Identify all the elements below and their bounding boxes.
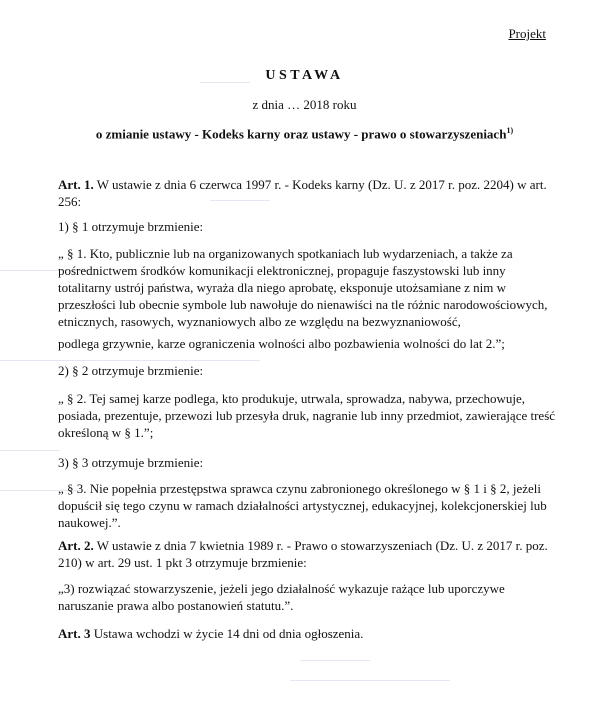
article-1-point-1-intro: 1) § 1 otrzymuje brzmienie: [58,219,204,234]
article-2-label: Art. 2. [58,538,94,553]
article-3 [58,625,558,642]
bleed-through-mark [0,450,60,459]
bleed-through-mark [290,680,450,689]
article-2-text: „3) rozwiązać stowarzyszenie, jeżeli jego działalność wykazuje rażące lub uporczywe naruszanie prawa albo postanowień statutu.”. [58,581,505,613]
footnote-marker: 1) [506,126,514,135]
article-2-intro [58,537,558,571]
article-1-point-3-text: „ § 3. Nie popełnia przestępstwa sprawca czynu zabronionego określonego w § 1 i § 2, jeżeli dopuścił się tego czynu w ramach działalności artystycznej, edukacyjnej, kolekcjonerskiej lub naukowej.”. [58,481,547,530]
article-1-intro [58,176,558,210]
article-1-label: Art. 1. [58,177,94,192]
document-subject [0,126,609,142]
subject-text: o zmianie ustawy - Kodeks karny oraz ustawy - prawo o stowarzyszeniach [95,126,507,142]
article-1-point-3-intro: 3) § 3 otrzymuje brzmienie: [58,455,204,470]
document-title: USTAWA [265,68,344,83]
article-1-point-2-intro: 2) § 2 otrzymuje brzmienie: [58,363,204,378]
draft-label: Projekt [508,26,546,41]
article-1-intro-text: W ustawie z dnia 6 czerwca 1997 r. - Kodeks karny (Dz. U. z 2017 r. poz. 2204) w art. 256: [58,177,547,209]
article-2-intro-text: W ustawie z dnia 7 kwietnia 1989 r. - Prawo o stowarzyszeniach (Dz. U. z 2017 r. poz. 210) w art. 29 ust. 1 pkt 3 otrzymuje brzmienie: [58,538,548,570]
document-date: z dnia … 2018 roku [252,97,357,112]
article-1-point-1-sanction: podlega grzywnie, karze ograniczenia wolności albo pozbawienia wolności do lat 2.”; [58,336,505,351]
article-3-label: Art. 3 [58,626,91,641]
bleed-through-mark [300,660,370,669]
article-3-text: Ustawa wchodzi w życie 14 dni od dnia ogłoszenia. [93,626,364,641]
article-1-point-2-text: „ § 2. Tej samej karze podlega, kto produkuje, utrwala, sprowadza, nabywa, przechowuje, posiada, prezentuje, przewozi lub przesyła druk, nagranie lub inny przedmiot, zawierające treść określoną w § 1.”; [58,391,556,440]
article-1-point-1-text: „ § 1. Kto, publicznie lub na organizowanych spotkaniach lub wydarzeniach, a także za pośrednictwem środków komunikacji elektronicznej, propaguje faszystowski lub inny totalitarny ustrój państwa, wyraża dla niego aprobatę, eksponuje utożsamiane z nim w przeszłości lub obecnie symbole lub nawołuje do nienawiści na tle różnic narodowościowych, etnicznych, rasowych, wyznaniowych albo ze względu na bezwyznaniowość, [58,246,548,329]
